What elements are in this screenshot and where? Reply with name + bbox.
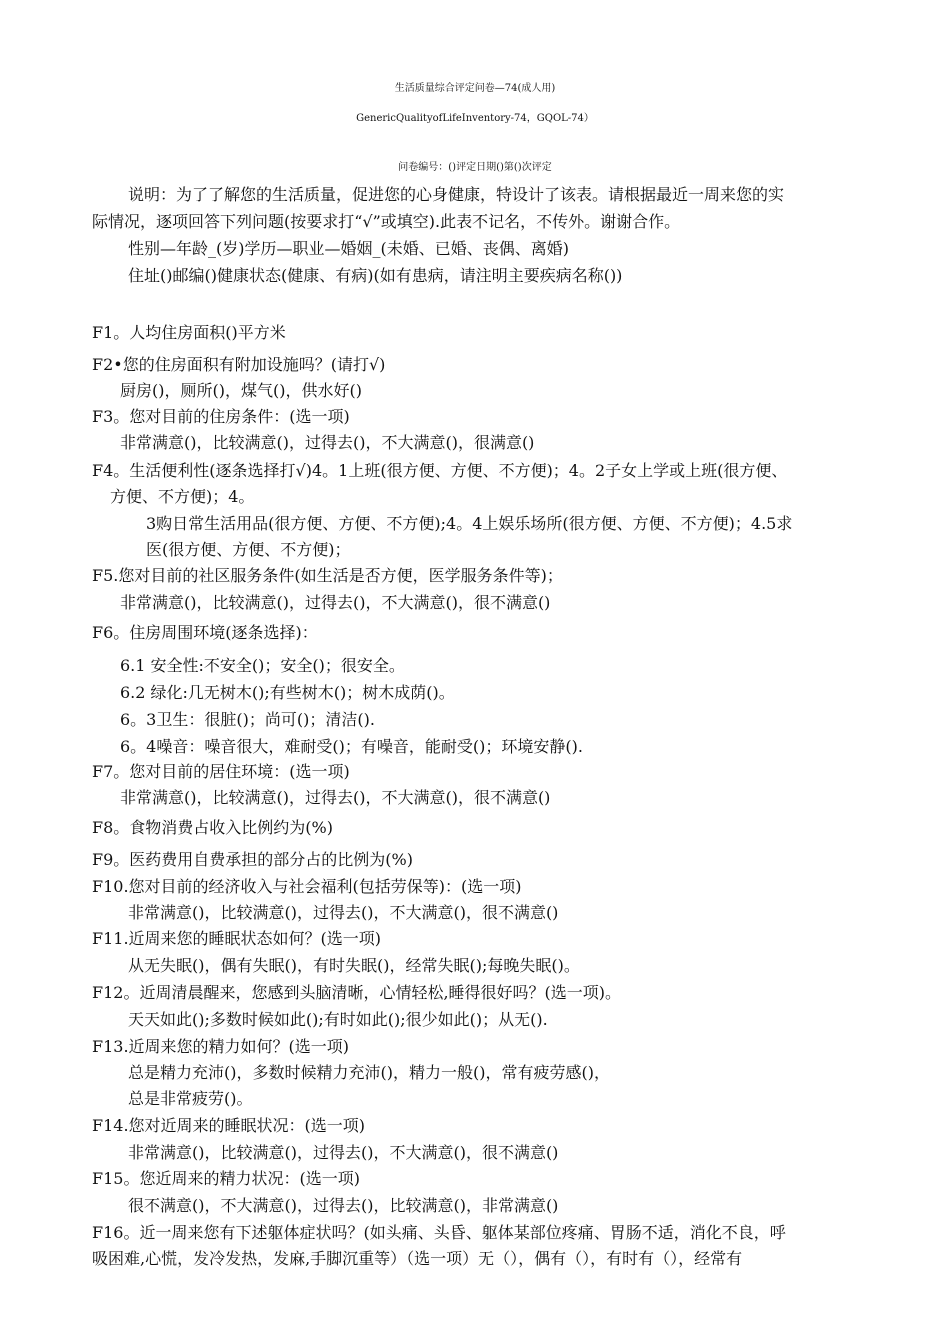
item-f6-safety: 6.1 安全性:不安全()；安全()；很安全。 [120, 656, 405, 675]
item-f3-options: 非常满意()，比较满意()，过得去()，不大满意()，很满意() [120, 433, 535, 452]
item-f14-question: F14.您对近周来的睡眠状况：(选一项) [92, 1116, 366, 1135]
document-subtitle: GenericQualityofLifeInventory-74，GQOL-74） [356, 113, 594, 124]
item-f11-options: 从无失眠()，偶有失眠()，有时失眠()，经常失眠();每晚失眠()。 [128, 956, 580, 975]
item-f9: F9。医药费用自费承担的部分占的比例为(%) [92, 850, 413, 869]
item-f13-options-line-2: 总是非常疲劳()。 [128, 1089, 253, 1108]
item-f6-hygiene: 6。3卫生：很脏()；尚可()；清洁(). [120, 710, 375, 729]
item-f13-options-line-1: 总是精力充沛()，多数时候精力充沛()，精力一般()，常有疲劳感()， [128, 1063, 610, 1082]
questionnaire-meta: 问卷编号：()评定日期()第()次评定 [398, 162, 552, 173]
item-f5-question: F5.您对目前的社区服务条件(如生活是否方便，医学服务条件等)； [92, 566, 563, 585]
item-f14-options: 非常满意()，比较满意()，过得去()，不大满意()，很不满意() [128, 1143, 559, 1162]
item-f7-options: 非常满意()，比较满意()，过得去()，不大满意()，很不满意() [120, 788, 551, 807]
item-f1: F1。人均住房面积()平方米 [92, 323, 286, 342]
item-f15-options: 很不满意()，不大满意()，过得去()，比较满意()，非常满意() [128, 1196, 559, 1215]
item-f6-question: F6。住房周围环境(逐条选择)： [92, 623, 318, 642]
item-f12-options: 天天如此();多数时候如此();有时如此();很少如此()；从无(). [128, 1010, 548, 1029]
item-f4-question-line-2: 方便、不方便)；4。 [110, 487, 255, 506]
item-f16-line-1: F16。近一周来您有下述躯体症状吗？(如头痛、头昏、躯体某部位疼痛、胃肠不适，消化不良，呼 [92, 1223, 786, 1242]
document-title: 生活质量综合评定问卷—74(成人用) [394, 83, 556, 94]
demographics-line: 性别—年龄_(岁)学历—职业—婚姻_(未婚、已婚、丧偶、离婚) [128, 239, 569, 258]
item-f2-options: 厨房()，厕所()，煤气()，供水好() [120, 381, 362, 400]
item-f6-greenery: 6.2 绿化:几无树木();有些树木()；树木成荫()。 [120, 683, 455, 702]
item-f16-line-2: 吸困难,心慌，发冷发热，发麻,手脚沉重等）（选一项）无（），偶有（），有时有（），经常有 [92, 1249, 743, 1268]
item-f4-question-line-1: F4。生活便利性(逐条选择打√)4。1上班(很方便、方便、不方便)；4。2子女上学或上班(很方便、 [92, 461, 788, 480]
item-f4-options-line-2: 医(很方便、方便、不方便)； [146, 540, 351, 559]
item-f4-options-line-1: 3购日常生活用品(很方便、方便、不方便);4。4上娱乐场所(很方便、方便、不方便)；4.5求 [146, 514, 793, 533]
item-f6-noise: 6。4噪音：噪音很大，难耐受()；有噪音，能耐受()；环境安静(). [120, 737, 583, 756]
intro-line-2: 际情况，逐项回答下列问题(按要求打“√”或填空).此表不记名，不传外。谢谢合作。 [92, 212, 681, 231]
item-f15-question: F15。您近周来的精力状况：(选一项) [92, 1169, 360, 1188]
item-f12-question: F12。近周清晨醒来，您感到头脑清晰，心情轻松,睡得很好吗？(选一项)。 [92, 983, 622, 1002]
item-f11-question: F11.近周来您的睡眠状态如何？(选一项) [92, 929, 382, 948]
item-f5-options: 非常满意()，比较满意()，过得去()，不大满意()，很不满意() [120, 593, 551, 612]
intro-line-1: 说明：为了了解您的生活质量，促进您的心身健康，特设计了该表。请根据最近一周来您的实 [128, 185, 785, 204]
address-line: 住址()邮编()健康状态(健康、有病)(如有患病，请注明主要疾病名称()) [128, 266, 623, 285]
item-f10-question: F10.您对目前的经济收入与社会福利(包括劳保等)：(选一项) [92, 877, 522, 896]
item-f3-question: F3。您对目前的住房条件：(选一项) [92, 407, 350, 426]
item-f10-options: 非常满意()，比较满意()，过得去()，不大满意()，很不满意() [128, 903, 559, 922]
item-f8: F8。食物消费占收入比例约为(%) [92, 818, 333, 837]
item-f7-question: F7。您对目前的居住环境：(选一项) [92, 762, 350, 781]
item-f2-question: F2•您的住房面积有附加设施吗？(请打√) [92, 355, 386, 374]
item-f13-question: F13.近周来您的精力如何？(选一项) [92, 1037, 350, 1056]
